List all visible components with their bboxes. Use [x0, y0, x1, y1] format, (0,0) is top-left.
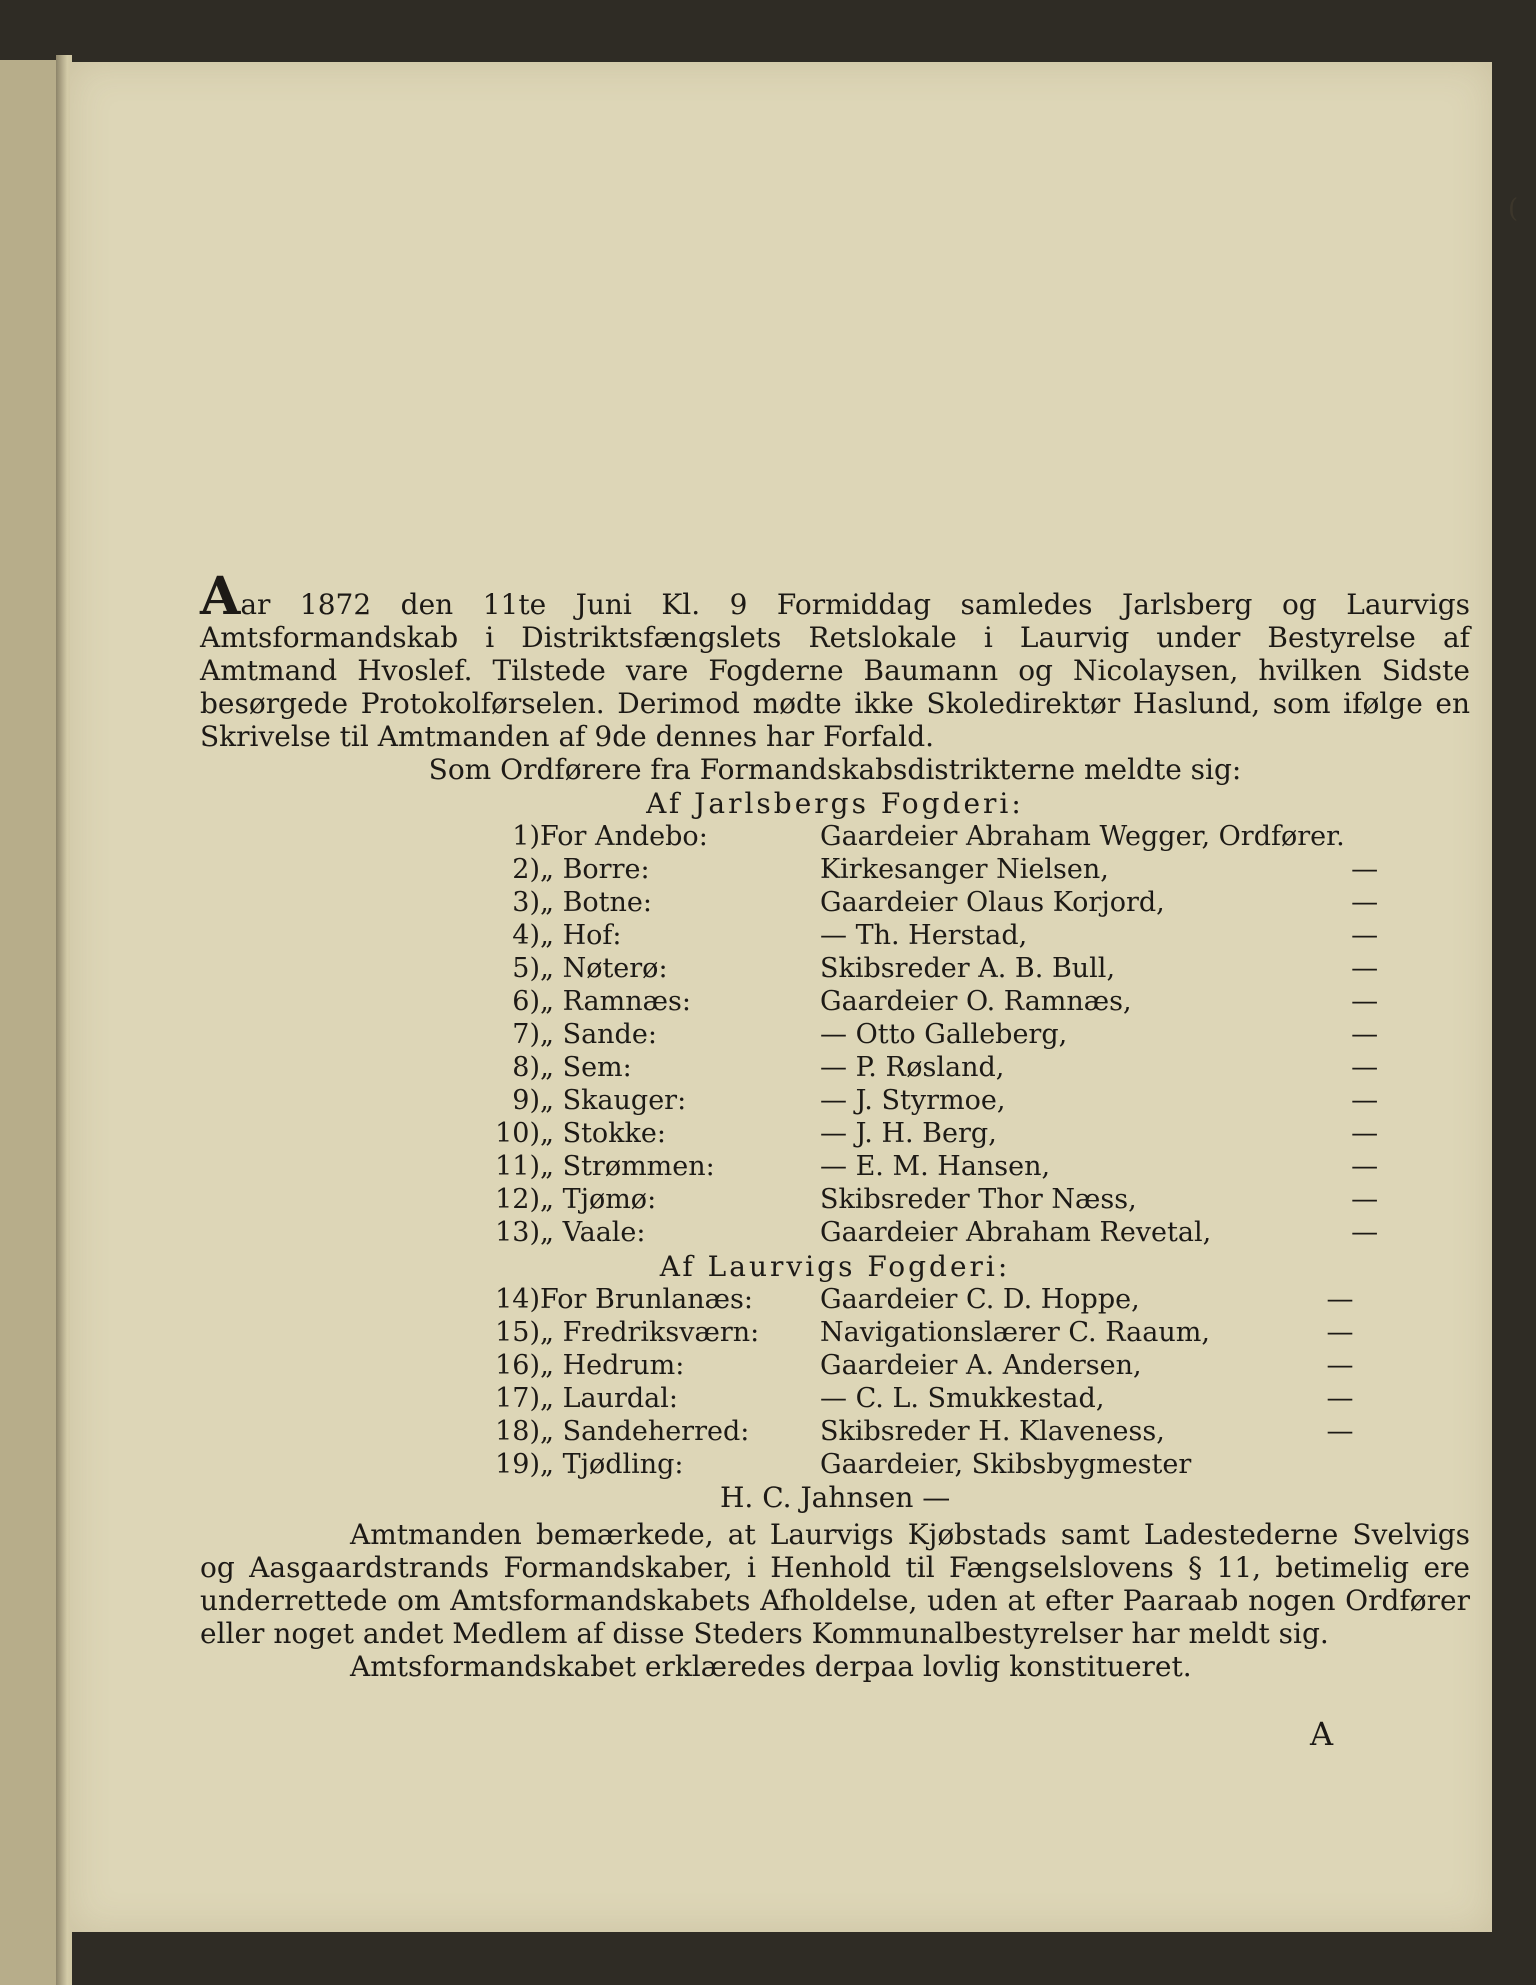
row-place: „ Sem:	[540, 1052, 632, 1083]
row-dash: —	[1351, 1217, 1379, 1248]
constituted-line: Amtsformandskabet erklæredes derpaa lovlig konstitueret.	[350, 1650, 1192, 1683]
intro-text: ar 1872 den 11te Juni Kl. 9 Formiddag samledes Jarlsberg og Laurvigs Amtsformandskab i Distriktsfængslets Retslokale i Laurvig under Bestyrelse af Amtmand Hvoslef. Tilstede vare Fogderne Baumann og Nicolaysen, hvilken Sidste besørgede Protokolførselen. Derimod mødte ikke Skoledirektør Haslund, som ifølge en Skrivelse til Amtmanden af 9de dennes har Forfald.	[200, 588, 1470, 753]
row-person: Gaardeier Olaus Korjord,	[820, 887, 1165, 918]
row-dash: —	[1351, 953, 1379, 984]
left-page-edge	[0, 60, 62, 1985]
row-place: „ Tjømø:	[540, 1184, 657, 1215]
row-person: — P. Røsland,	[820, 1052, 1005, 1083]
row-place: „ Hof:	[540, 920, 622, 951]
row-place: „ Sandeherred:	[540, 1416, 750, 1447]
member-row	[440, 887, 1385, 920]
row-place: „ Botne:	[540, 887, 652, 918]
row-dash: —	[1351, 1085, 1379, 1116]
row-number: 9)	[512, 1085, 540, 1116]
row-dash: —	[1351, 1118, 1379, 1149]
row-place: „ Stokke:	[540, 1118, 666, 1149]
row-dash: —	[1326, 1317, 1354, 1348]
row-number: 8)	[512, 1052, 540, 1083]
row-dash: —	[1351, 1151, 1379, 1182]
row-dash	[1345, 821, 1385, 854]
member-row	[440, 1217, 1385, 1250]
row-dash: —	[1326, 1350, 1354, 1381]
row-number: 4)	[512, 920, 540, 951]
row-number: 13)	[495, 1217, 540, 1248]
member-row	[440, 1184, 1385, 1217]
member-row	[440, 953, 1385, 986]
row-number: 1)	[512, 821, 540, 852]
row-person: — Th. Herstad,	[820, 920, 1028, 951]
row-person: Skibsreder Thor Næss,	[820, 1184, 1137, 1215]
row-dash: —	[1326, 1416, 1354, 1447]
row-place: „ Vaale:	[540, 1217, 646, 1248]
laurvig-heading: Af Laurvigs Fogderi:	[659, 1250, 1011, 1283]
row-person: — C. L. Smukkestad,	[820, 1383, 1105, 1414]
catchword: A	[1310, 1715, 1334, 1753]
row-number: 14)	[495, 1284, 540, 1315]
dropcap: A	[200, 566, 241, 627]
row-person: — Otto Galleberg,	[820, 1019, 1068, 1050]
page-content	[200, 566, 1470, 1683]
row-place: „ Nøterø:	[540, 953, 668, 984]
row-person: — J. H. Berg,	[820, 1118, 997, 1149]
document-page	[70, 62, 1519, 1932]
member-row	[440, 1085, 1385, 1118]
row-number: 15)	[495, 1317, 540, 1348]
member-row	[440, 1052, 1385, 1085]
row-dash: —	[1351, 1184, 1379, 1215]
row-place: For Andebo:	[540, 821, 708, 852]
row-number: 5)	[512, 953, 540, 984]
member-row	[440, 1350, 1360, 1383]
row-place: „ Ramnæs:	[540, 986, 691, 1017]
row-place: „ Laurdal:	[540, 1383, 679, 1414]
row-dash	[1320, 1449, 1360, 1482]
continuation-line: H. C. Jahnsen —	[720, 1481, 951, 1514]
member-row	[440, 1317, 1360, 1350]
member-row	[440, 1416, 1360, 1449]
row-number: 10)	[495, 1118, 540, 1149]
row-person: Skibsreder A. B. Bull,	[820, 953, 1116, 984]
member-row	[440, 1383, 1360, 1416]
jarlsberg-heading: Af Jarlsbergs Fogderi:	[646, 787, 1024, 820]
row-number: 19)	[495, 1449, 540, 1480]
row-person: Navigationslærer C. Raaum,	[820, 1317, 1210, 1348]
row-number: 3)	[512, 887, 540, 918]
row-place: „ Skauger:	[540, 1085, 687, 1116]
laurvig-member-list	[440, 1284, 1360, 1482]
row-person: Gaardeier A. Andersen,	[820, 1350, 1142, 1381]
row-dash: —	[1351, 1052, 1379, 1083]
row-place: „ Sande:	[540, 1019, 657, 1050]
row-person: Gaardeier Abraham Revetal,	[820, 1217, 1212, 1248]
row-number: 11)	[495, 1151, 540, 1182]
member-row	[440, 986, 1385, 1019]
closing-paragraph: Amtmanden bemærkede, at Laurvigs Kjøbstads samt Ladestederne Svelvigs og Aasgaardstrands Formandskaber, i Henhold til Fængselslovens § 11, betimelig ere underrettede om Amtsformandskabets Afholdelse, uden at efter Paaraab nogen Ordfører eller noget andet Medlem af disse Steders Kommunalbestyrelser har meldt sig.	[200, 1518, 1470, 1650]
row-person: Gaardeier, Skibsbygmester	[820, 1449, 1192, 1480]
member-row	[440, 1151, 1385, 1184]
member-row	[440, 1449, 1360, 1482]
row-person: — J. Styrmoe,	[820, 1085, 1006, 1116]
row-person: Gaardeier Abraham Wegger, Ordfører.	[820, 821, 1345, 852]
row-number: 6)	[512, 986, 540, 1017]
row-person: Kirkesanger Nielsen,	[820, 854, 1109, 885]
row-place: „ Borre:	[540, 854, 650, 885]
intro-paragraph	[200, 566, 1470, 753]
row-number: 7)	[512, 1019, 540, 1050]
row-person: — E. M. Hansen,	[820, 1151, 1051, 1182]
member-row	[440, 854, 1385, 887]
member-row	[440, 1019, 1385, 1052]
row-place: „ Tjødling:	[540, 1449, 684, 1480]
row-dash: —	[1351, 854, 1379, 885]
row-person: Gaardeier C. D. Hoppe,	[820, 1284, 1140, 1315]
ordforere-intro: Som Ordførere fra Formandskabsdistrikterne meldte sig:	[428, 753, 1242, 786]
row-number: 12)	[495, 1184, 540, 1215]
row-person: Gaardeier O. Ramnæs,	[820, 986, 1132, 1017]
row-dash: —	[1326, 1284, 1354, 1315]
row-dash: —	[1351, 1019, 1379, 1050]
member-row	[440, 1284, 1360, 1317]
member-row	[440, 920, 1385, 953]
member-row	[440, 1118, 1385, 1151]
jarlsberg-member-list	[440, 821, 1385, 1250]
corner-mark: (	[1508, 194, 1519, 224]
row-person: Skibsreder H. Klaveness,	[820, 1416, 1165, 1447]
row-dash: —	[1351, 986, 1379, 1017]
row-place: „ Fredriksværn:	[540, 1317, 760, 1348]
row-number: 17)	[495, 1383, 540, 1414]
row-number: 16)	[495, 1350, 540, 1381]
row-place: For Brunlanæs:	[540, 1284, 753, 1315]
row-dash: —	[1351, 920, 1379, 951]
row-place: „ Hedrum:	[540, 1350, 685, 1381]
row-number: 18)	[495, 1416, 540, 1447]
row-dash: —	[1326, 1383, 1354, 1414]
row-place: „ Strømmen:	[540, 1151, 715, 1182]
row-dash: —	[1351, 887, 1379, 918]
member-row	[440, 821, 1385, 854]
row-number: 2)	[512, 854, 540, 885]
